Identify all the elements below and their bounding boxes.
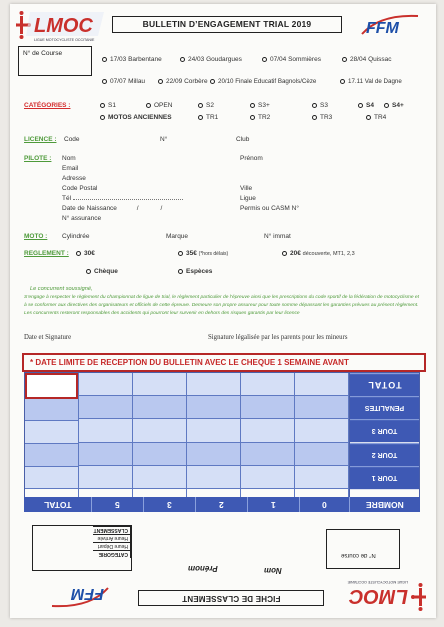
- pilote-label: PILOTE :: [24, 155, 52, 162]
- date-option[interactable]: 07/04 Sommières: [262, 56, 321, 63]
- svg-text:FFM: FFM: [71, 585, 104, 602]
- score-footer-row: [24, 497, 420, 512]
- score-cell[interactable]: [79, 373, 132, 396]
- score-cell[interactable]: [187, 419, 240, 442]
- row-header-tour3: TOUR 3: [350, 419, 419, 442]
- form-title: BULLETIN D’ENGAGEMENT TRIAL 2019: [112, 16, 342, 33]
- radio-icon: [312, 115, 317, 120]
- date-option[interactable]: 20/10 Finale Educatif Bagnols/Cèze: [210, 78, 316, 85]
- radio-icon: [358, 103, 363, 108]
- footer-2: 2: [196, 497, 248, 512]
- reglement-label: REGLEMENT :: [24, 250, 69, 257]
- cylindree-field[interactable]: Cylindrée: [62, 233, 90, 240]
- date-option[interactable]: 24/03 Goudargues: [180, 56, 242, 63]
- licence-label: LICENCE :: [24, 136, 57, 143]
- radio-icon: [250, 103, 255, 108]
- prenom-label-flipped: Prénom: [188, 564, 218, 573]
- radio-icon: [86, 269, 91, 274]
- score-cell[interactable]: [133, 373, 186, 396]
- score-cell[interactable]: [79, 419, 132, 442]
- category-s3[interactable]: S3: [312, 102, 328, 109]
- score-cell[interactable]: [25, 444, 78, 467]
- date-signature[interactable]: Date et Signature: [24, 334, 72, 341]
- score-cell[interactable]: [295, 373, 348, 396]
- adresse-field[interactable]: Adresse: [62, 175, 86, 182]
- score-cell[interactable]: [25, 467, 78, 490]
- category-s4plus[interactable]: S4+: [384, 102, 404, 109]
- category-s1[interactable]: S1: [100, 102, 116, 109]
- date-option[interactable]: 22/09 Corbère: [158, 78, 208, 85]
- prenom-field[interactable]: Prénom: [240, 155, 263, 162]
- category-s3plus[interactable]: S3+: [250, 102, 270, 109]
- radio-icon: [198, 115, 203, 120]
- score-cell[interactable]: [187, 396, 240, 419]
- radio-icon: [158, 79, 163, 84]
- score-cell[interactable]: [295, 443, 348, 466]
- ville-field[interactable]: Ville: [240, 185, 253, 192]
- radio-icon: [198, 103, 203, 108]
- score-cell[interactable]: [25, 421, 78, 444]
- nom-label-flipped: Nom: [264, 566, 282, 575]
- tel-field[interactable]: Tél: [62, 195, 183, 202]
- licence-code-field[interactable]: Code: [64, 136, 80, 143]
- nom-field[interactable]: Nom: [62, 155, 76, 162]
- radio-icon: [178, 269, 183, 274]
- date-option[interactable]: 17/03 Barbentane: [102, 56, 162, 63]
- course-label-flipped: N° de course: [341, 552, 376, 558]
- categorie-line[interactable]: CATEGORIE: [93, 550, 131, 558]
- assurance-field[interactable]: N° assurance: [62, 215, 102, 222]
- score-cell[interactable]: [133, 443, 186, 466]
- svg-text:LMOC: LMOC: [34, 15, 93, 37]
- radio-icon: [342, 57, 347, 62]
- score-cell[interactable]: [25, 373, 78, 399]
- radio-icon: [178, 251, 183, 256]
- score-cell[interactable]: [241, 419, 294, 442]
- svg-text:LMOC: LMOC: [349, 585, 408, 607]
- naissance-field[interactable]: Date de Naissance / /: [62, 205, 163, 212]
- svg-text:LIGUE MOTOCYCLISTE OCCITANIE: LIGUE MOTOCYCLISTE OCCITANIE: [347, 580, 408, 584]
- radio-icon: [384, 103, 389, 108]
- score-cell[interactable]: [79, 443, 132, 466]
- radio-icon: [340, 79, 345, 84]
- paiement-cheque[interactable]: Chèque: [86, 268, 118, 275]
- email-field[interactable]: Email: [62, 165, 79, 172]
- lmoc-logo-flipped: [330, 576, 426, 616]
- score-cell[interactable]: [133, 419, 186, 442]
- footer-3: 3: [144, 497, 196, 512]
- parent-signature[interactable]: Signature légalisée par les parents pour les mineurs: [208, 334, 348, 341]
- radio-icon: [250, 115, 255, 120]
- radio-icon: [180, 57, 185, 62]
- moto-label: MOTO :: [24, 233, 48, 240]
- course-number-box-flipped[interactable]: [326, 529, 400, 569]
- score-cell[interactable]: [295, 466, 348, 489]
- category-tr2[interactable]: TR2: [250, 114, 270, 121]
- category-motos-anciennes[interactable]: MOTOS ANCIENNES: [100, 114, 172, 121]
- marque-field[interactable]: Marque: [166, 233, 189, 240]
- footer-0: 0: [300, 497, 350, 512]
- score-cell[interactable]: [241, 373, 294, 396]
- form-sheet: [10, 4, 436, 618]
- row-header-tour1: TOUR 1: [350, 466, 419, 489]
- score-cell[interactable]: [241, 466, 294, 489]
- radio-icon: [102, 57, 107, 62]
- legal-text: S’engage à respecter le règlement du championnat de ligue de trial, le règlement particulier de l’épreuve ainsi que les prescriptions du code sportif de la fédération de motocyclisme et à se conformer aux directives des organisateurs et officiels de cette épreuve. Demeure son propre assureur pour toute somme dépassant les garanties prévues au présent règlement. Les concurrents resteront responsables des accidents qui pourront leur survenir en dehors des risques garantis par leur licence: [24, 295, 420, 316]
- score-row-headers: [349, 373, 419, 511]
- legal-intro: Le concurrent soussigné,: [30, 286, 93, 292]
- category-tr3[interactable]: TR3: [312, 114, 332, 121]
- fiche-classement-title: FICHE DE CLASSEMENT: [138, 590, 324, 606]
- tarif-30[interactable]: 30€: [76, 250, 95, 257]
- footer-nombre: NOMBRE: [366, 499, 404, 510]
- score-cell[interactable]: [133, 396, 186, 419]
- licence-number-field[interactable]: N°: [160, 136, 168, 143]
- score-table: [24, 372, 420, 512]
- svg-text:LIGUE MOTOCYCLISTE OCCITANIE: LIGUE MOTOCYCLISTE OCCITANIE: [34, 38, 95, 42]
- code-postal-field[interactable]: Code Postal: [62, 185, 98, 192]
- classement-box: [32, 525, 132, 571]
- date-option[interactable]: 07/07 Millau: [102, 78, 145, 85]
- radio-icon: [100, 103, 105, 108]
- radio-icon: [100, 115, 105, 120]
- svg-text:FFM: FFM: [366, 20, 399, 37]
- radio-icon: [312, 103, 317, 108]
- ffm-logo-flipped: [50, 584, 110, 610]
- footer-5: 5: [92, 497, 144, 512]
- radio-icon: [102, 79, 107, 84]
- score-cell[interactable]: [133, 466, 186, 489]
- score-cell[interactable]: [25, 399, 78, 422]
- score-cell[interactable]: [187, 466, 240, 489]
- score-cell[interactable]: [187, 443, 240, 466]
- radio-icon: [76, 251, 81, 256]
- date-option[interactable]: 28/04 Quissac: [342, 56, 392, 63]
- score-cell[interactable]: [295, 396, 348, 419]
- category-open[interactable]: OPEN: [146, 102, 172, 109]
- category-s4[interactable]: S4: [358, 102, 374, 109]
- score-cell[interactable]: [295, 419, 348, 442]
- club-field[interactable]: Club: [236, 136, 250, 143]
- radio-icon: [282, 251, 287, 256]
- heure-depart-line[interactable]: Heure Départ: [93, 542, 131, 550]
- permis-field[interactable]: Permis ou CASM N°: [240, 205, 299, 212]
- immat-field[interactable]: N° immat: [264, 233, 291, 240]
- classement-line[interactable]: CLASSEMENT: [93, 526, 131, 534]
- ffm-logo: [360, 12, 420, 38]
- radio-icon: [210, 79, 215, 84]
- lmoc-logo: [16, 6, 112, 46]
- tarif-20[interactable]: 20€ découverte, MT1, 2,3: [282, 250, 355, 257]
- row-header-total: TOTAL: [350, 373, 419, 396]
- course-number-box[interactable]: [18, 46, 92, 76]
- course-number-label: N° de Course: [23, 50, 63, 57]
- score-cell[interactable]: [79, 466, 132, 489]
- tel-line: [73, 199, 183, 200]
- deadline-warning: * DATE LIMITE DE RECEPTION DU BULLETIN AVEC LE CHEQUE 1 SEMAINE AVANT: [22, 353, 426, 372]
- footer-1: 1: [248, 497, 300, 512]
- score-cell[interactable]: [79, 396, 132, 419]
- heure-arrivee-line[interactable]: Heure Arrivée: [93, 534, 131, 542]
- date-option[interactable]: 17.11 Val de Dagne: [340, 78, 402, 85]
- row-header-penalites: PENALITES: [350, 396, 419, 419]
- paiement-especes[interactable]: Espèces: [178, 268, 212, 275]
- radio-icon: [366, 115, 371, 120]
- radio-icon: [146, 103, 151, 108]
- ligue-field[interactable]: Ligue: [240, 195, 256, 202]
- score-cell[interactable]: [241, 443, 294, 466]
- category-s2[interactable]: S2: [198, 102, 214, 109]
- tarif-35[interactable]: 35€ (*hors délais): [178, 250, 228, 257]
- score-cell[interactable]: [187, 373, 240, 396]
- row-header-tour2: TOUR 2: [350, 443, 419, 466]
- category-tr1[interactable]: TR1: [198, 114, 218, 121]
- score-cell[interactable]: [241, 396, 294, 419]
- footer-total: TOTAL: [24, 497, 92, 512]
- categories-label: CATÉGORIES :: [24, 102, 71, 109]
- category-tr4[interactable]: TR4: [366, 114, 386, 121]
- radio-icon: [262, 57, 267, 62]
